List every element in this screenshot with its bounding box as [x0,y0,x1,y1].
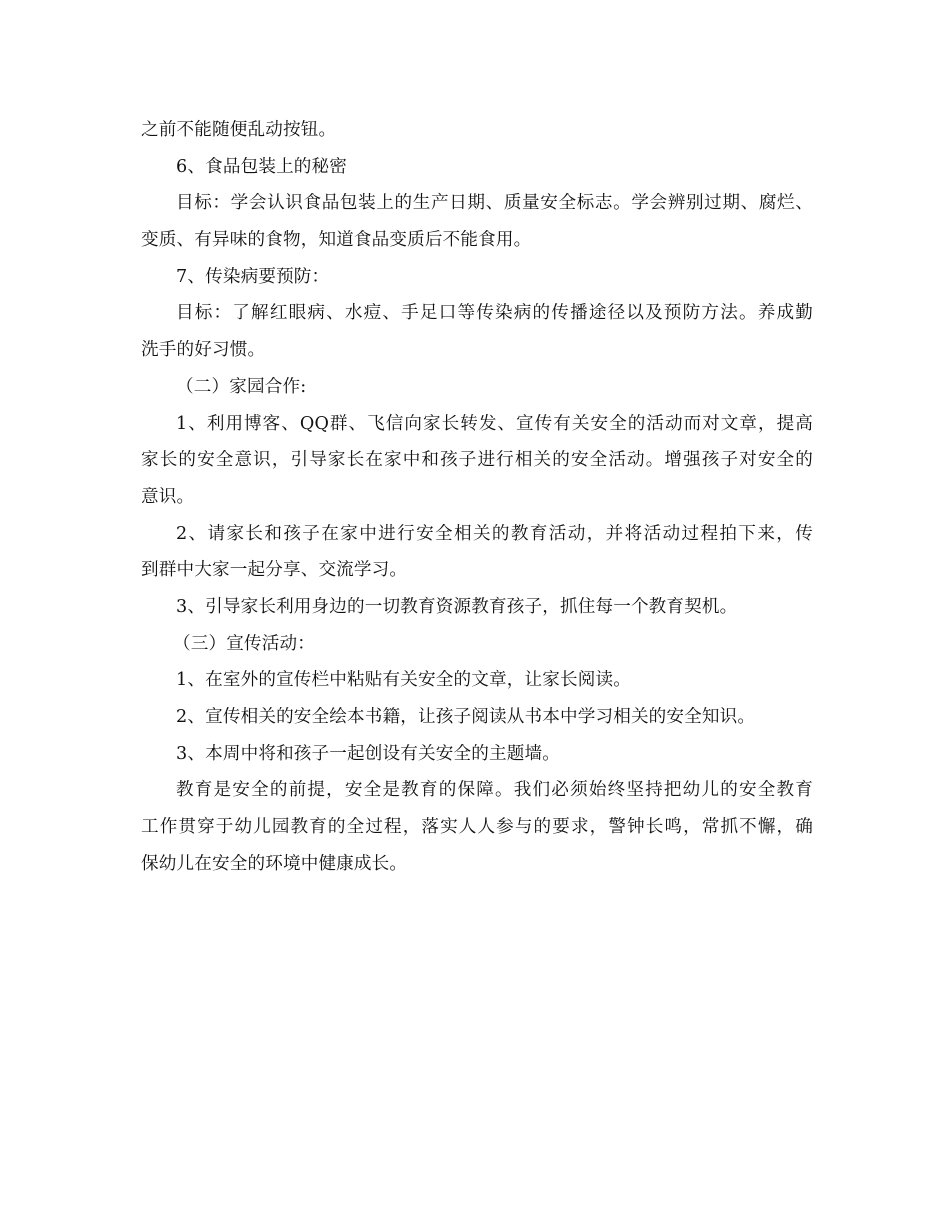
text-line: 保幼儿在安全的环境中健康成长。 [141,853,408,874]
text-line: 1、利用博客、QQ群、飞信向家长转发、宣传有关安全的活动而对文章，提高 [176,413,813,434]
text-line: 目标：了解红眼病、水痘、手足口等传染病的传播途径以及预防方法。养成勤 [176,303,813,324]
text-line: 洗手的好习惯。 [141,340,266,361]
text-line: 3、引导家长利用身边的一切教育资源教育孩子，抓住每一个教育契机。 [176,596,738,617]
text-line: 教育是安全的前提，安全是教育的保障。我们必须始终坚持把幼儿的安全教育 [176,780,813,801]
section-heading: （二）家园合作: [176,376,307,397]
text-line: 之前不能随便乱动按钮。 [141,120,337,140]
text-line: 工作贯穿于幼儿园教育的全过程，落实人人参与的要求，警钟长鸣，常抓不懈，确 [141,817,813,838]
text-line: 意识。 [141,486,195,507]
section-heading: 7、传染病要预防： [176,266,330,287]
text-line: 3、本周中将和孩子一起创设有关安全的主题墙。 [176,743,560,764]
text-line: 2、请家长和孩子在家中进行安全相关的教育活动，并将活动过程拍下来，传 [176,523,813,544]
text-line: 2、宣传相关的安全绘本书籍，让孩子阅读从书本中学习相关的安全知识。 [176,707,756,727]
text-line: 家长的安全意识，引导家长在家中和孩子进行相关的安全活动。增强孩子对安全的 [141,450,813,471]
text-line: 目标：学会认识食品包装上的生产日期、质量安全标志。学会辨别过期、腐烂、 [176,193,813,214]
section-heading: 6、食品包装上的秘密 [176,156,348,177]
text-line: 变质、有异味的食物，知道食品变质后不能食用。 [141,230,532,251]
document-body [141,112,813,882]
section-heading: （三）宣传活动： [173,633,315,654]
text-line: 到群中大家一起分享、交流学习。 [141,560,408,581]
text-line: 1、在室外的宣传栏中粘贴有关安全的文章，让家长阅读。 [176,670,631,691]
